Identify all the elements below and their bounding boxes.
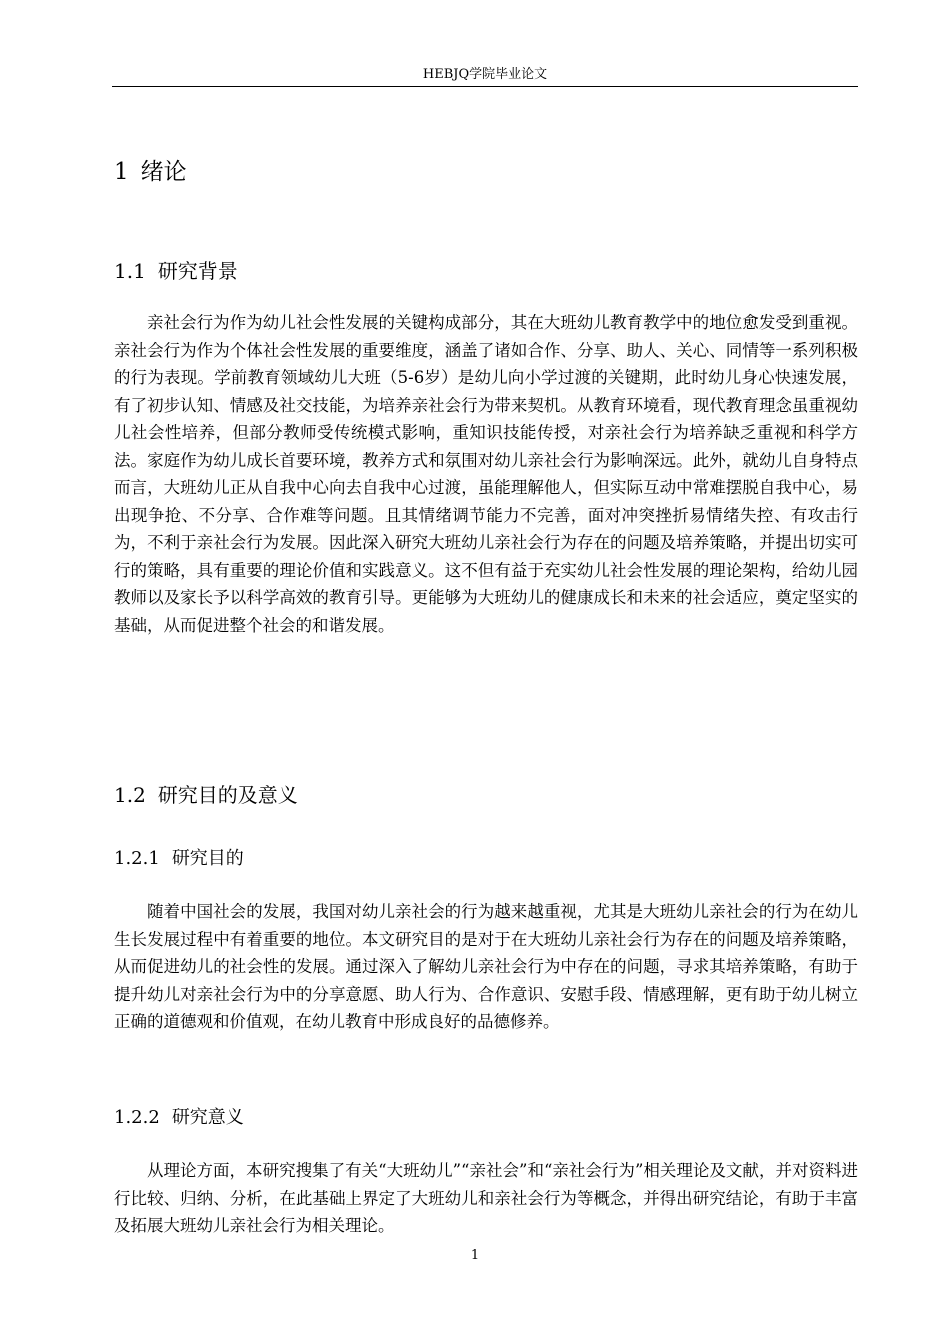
section-number: 1.1 [114,259,146,283]
subsection-number: 1.2.2 [114,1107,160,1128]
page-number: 1 [470,1248,480,1263]
subsection-heading-1-2-2 [114,1105,244,1131]
section-heading-1-1 [114,257,238,285]
section-heading-1-2 [114,781,298,809]
running-header: HEBJQ学院毕业论文 [422,67,548,82]
header-rule [112,86,858,87]
section-title: 研究背景 [157,259,238,283]
subsection-title: 研究意义 [171,1107,244,1128]
subsection-title: 研究目的 [171,848,244,869]
subsection-heading-1-2-1 [114,846,244,872]
chapter-heading [114,157,187,187]
background-paragraph: 亲社会行为作为幼儿社会性发展的关键构成部分，其在大班幼儿教育教学中的地位愈发受到重视。亲社会行为作为个体社会性发展的重要维度，涵盖了诸如合作、分享、助人、关心、同情等一系列积极的行为表现。学前教育领域幼儿大班（5-6岁）是幼儿向小学过渡的关键期，此时幼儿身心快速发展，有了初步认知、情感及社交技能，为培养亲社会行为带来契机。从教育环境看，现代教育理念虽重视幼儿社会性培养，但部分教师受传统模式影响，重知识技能传授，对亲社会行为培养缺乏重视和科学方法。家庭作为幼儿成长首要环境，教养方式和氛围对幼儿亲社会行为影响深远。此外，就幼儿自身特点而言，大班幼儿正从自我中心向去自我中心过渡，虽能理解他人，但实际互动中常难摆脱自我中心，易出现争抢、不分享、合作难等问题。且其情绪调节能力不完善，面对冲突挫折易情绪失控、有攻击行为，不利于亲社会行为发展。因此深入研究大班幼儿亲社会行为存在的问题及培养策略，并提出切实可行的策略，具有重要的理论价值和实践意义。这不但有益于充实幼儿社会性发展的理论架构，给幼儿园教师以及家长予以科学高效的教育引导。更能够为大班幼儿的健康成长和未来的社会适应，奠定坚实的基础，从而促进整个社会的和谐发展。 [114,313,858,635]
chapter-title: 绪论 [140,159,187,185]
purpose-paragraph: 随着中国社会的发展，我国对幼儿亲社会的行为越来越重视，尤其是大班幼儿亲社会的行为在幼儿生长发展过程中有着重要的地位。本文研究目的是对于在大班幼儿亲社会行为存在的问题及培养策略，从而促进幼儿的社会性的发展。通过深入了解幼儿亲社会行为中存在的问题，寻求其培养策略，有助于提升幼儿对亲社会行为中的分享意愿、助人行为、合作意识、安慰手段、情感理解，更有助于幼儿树立正确的道德观和价值观，在幼儿教育中形成良好的品德修养。 [114,902,858,1031]
chapter-number: 1 [114,159,129,185]
section-number: 1.2 [114,783,146,807]
significance-paragraph: 从理论方面，本研究搜集了有关“大班幼儿”“亲社会”和“亲社会行为”相关理论及文献，并对资料进行比较、归纳、分析，在此基础上界定了大班幼儿和亲社会行为等概念，并得出研究结论，有助于丰富及拓展大班幼儿亲社会行为相关理论。 [114,1161,858,1235]
section-title: 研究目的及意义 [157,783,298,807]
subsection-number: 1.2.1 [114,848,160,869]
